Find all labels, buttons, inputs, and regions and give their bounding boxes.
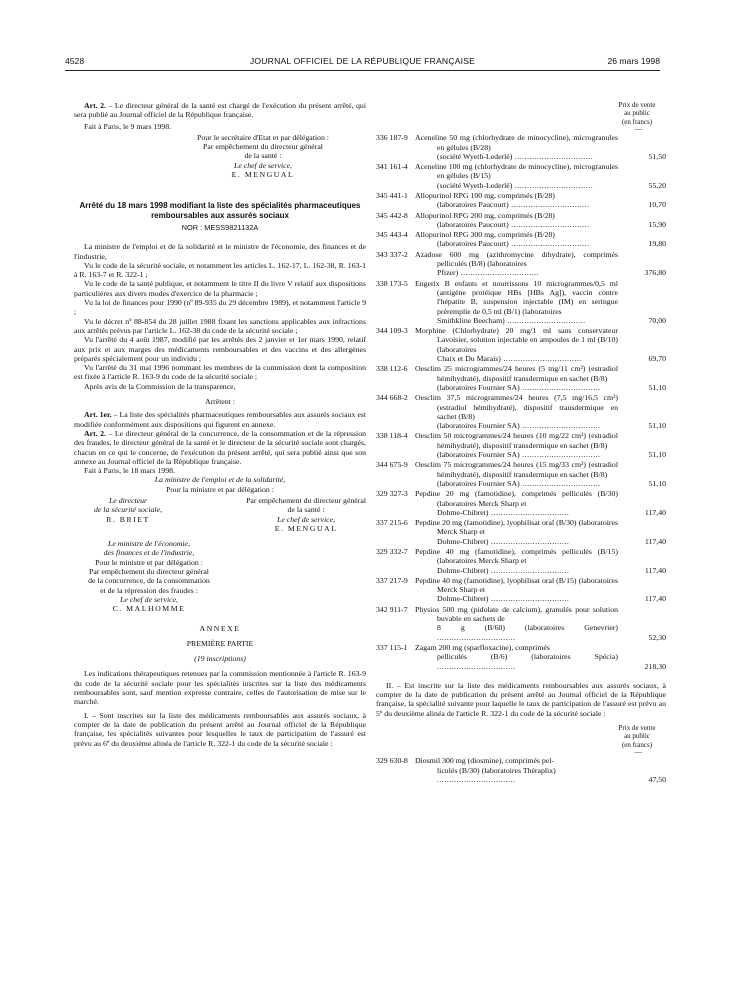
section-ii: II. – Est inscrite sur la liste des médicaments remboursables aux assurés sociaux, à compter de la date de publication du présent arrêté au Journal officiel de la République française, la spécialité suivante pour laquelle le taux de participation de l'assuré est prévu au 5º du deuxième alinéa de l'article R. 322-1 du code de la sécurité sociale : bbox=[376, 680, 666, 718]
medication-entry bbox=[376, 605, 666, 642]
entry-text-line: Oesclim 50 microgrammes/24 heures (10 mg/22 cm²) (estradiol hémihydraté), dispositif transdermique en sachet (B/8) bbox=[415, 431, 618, 450]
medication-entry bbox=[376, 576, 666, 604]
page-header bbox=[65, 56, 660, 68]
inscriptions-count: (19 inscriptions) bbox=[194, 654, 246, 664]
entry-text-line: Morphine (Chlorhydrate) 20 mg/1 ml sans conservateur Lavoisier, solution injectable en ampoules de 1 ml (B/10) (laboratoires bbox=[415, 326, 618, 354]
entry-text-line: Allopurinol RPG 200 mg, comprimés (B/28) bbox=[415, 210, 555, 220]
entry-text-line: (laboratoires Fournier SA) ..... bbox=[415, 421, 618, 430]
entry-text-line: (laboratoires Fournier SA) ..... bbox=[415, 383, 618, 392]
signature-block-2: Le directeur de la sécurité sociale, R. BRIET Par empêchement du directeur général de la santé : Le chef de service, E. MENGUAL bbox=[94, 495, 366, 533]
cip-code: 329 327-3 bbox=[376, 489, 408, 499]
medication-entry bbox=[376, 162, 666, 190]
arretent: Arrêtent : bbox=[204, 397, 236, 407]
section-i: I. – Sont inscrites sur la liste des médicaments remboursables aux assurés sociaux, à compter de la date de publication du présent arrêté au Journal officiel de la République française, les spécialités suivantes pour lesquelles le taux de participation de l'assuré est prévu au 6º du deuxième alinéa de l'article R. 322-1 du code de la sécurité sociale : bbox=[74, 710, 366, 748]
cip-code: 337 217-9 bbox=[376, 575, 408, 585]
medication-entry bbox=[376, 364, 666, 392]
medication-entry bbox=[376, 460, 666, 488]
preamble-2: Vu le code de la sécurité sociale, et notamment les articles L. 162-17, L. 162-38, R. 163-1 à R. 163-7 et R. 322-1 ; bbox=[74, 260, 366, 280]
medication-entry bbox=[376, 547, 666, 575]
price: 117,40 bbox=[644, 536, 666, 546]
medication-entry bbox=[376, 518, 666, 546]
entry-text-line: Dohme-Chibret) ..... bbox=[415, 566, 618, 575]
minister-1-delegation: Pour la ministre et par délégation : bbox=[166, 484, 274, 494]
nor-reference: NOR : MESS9821132A bbox=[181, 222, 259, 232]
cip-code: 337 215-6 bbox=[376, 518, 408, 528]
price: 51,10 bbox=[648, 382, 666, 392]
cip-code: 344 675-9 bbox=[376, 460, 408, 470]
entry-text-line: 8 g (B/60) (laboratoires Genevrier) ..... bbox=[415, 623, 618, 642]
cip-code: 329 630-8 bbox=[376, 756, 408, 766]
price: 70,00 bbox=[648, 315, 666, 325]
cip-code: 336 187-9 bbox=[376, 133, 408, 143]
price: 19,80 bbox=[648, 239, 666, 249]
price: 15,90 bbox=[648, 219, 666, 229]
cip-code: 342 911-7 bbox=[376, 604, 408, 614]
entry-text-line: pelliculés (B/6) (laboratoires Spécia) ..... bbox=[415, 652, 618, 671]
issue-date: 26 mars 1998 bbox=[607, 56, 660, 66]
entry-text-line: Dohme-Chibret) ..... bbox=[415, 537, 618, 546]
journal-title: JOURNAL OFFICIEL DE LA RÉPUBLIQUE FRANÇAISE bbox=[249, 56, 476, 66]
signature-block-3: Le ministre de l'économie, des finances et de l'industrie, Pour le ministre et par délégation : Par empêchement du directeur général de la concurrence, de la consommation et de la répression des fraudes : Le chef de service, C. MALHOMME bbox=[88, 539, 210, 614]
annexe-heading: ANNEXE bbox=[199, 623, 241, 633]
price: 51,50 bbox=[648, 151, 666, 161]
entry-text-line: Zagam 200 mg (sparfloxacine), comprimés bbox=[415, 642, 550, 652]
medication-entry bbox=[376, 431, 666, 459]
entry-text-line: Pepdine 20 mg (famotidine), lyophilisat oral (B/30) (laboratoires Merck Sharp et bbox=[415, 518, 618, 537]
entry-text-line: Oesclim 37,5 microgrammes/24 heures (7,5 mg/16,5 cm²) (estradiol hémihydraté), dispositif transdermique en sachet (B/8) bbox=[415, 393, 618, 421]
medication-entry bbox=[376, 211, 666, 230]
preamble-4: Vu la loi de finances pour 1990 (nº 89-935 du 29 décembre 1989), et notamment l'article 9 ; bbox=[74, 298, 367, 317]
preamble-8: Après avis de la Commission de la transparence, bbox=[84, 381, 236, 391]
entry-text-line: (laboratoires Paucourt) ..... bbox=[415, 239, 618, 248]
medication-entry bbox=[376, 489, 666, 517]
price: 47,50 bbox=[648, 774, 666, 784]
entry-text-line: Azadose 600 mg (azithromycine dihydrate), comprimés pelliculés (B/8) (laboratoires bbox=[415, 249, 618, 269]
entry-text-line: Allopurinol RPG 100 mg, comprimés (B/28) bbox=[415, 191, 555, 200]
entry-text-line: Smithkline Beecham) ..... bbox=[415, 316, 618, 325]
entry-text-line: (laboratoires Fournier SA) ..... bbox=[415, 479, 618, 488]
price: 117,40 bbox=[644, 507, 666, 517]
right-column: Prix de vente au public (en francs) — 336 187-9 Aceneline 50 mg (chlorhydrate de minocycline), microgranules en gélules (B/28) (société Wyeth-Lederlé) ..... 51,50 341 161-4 Aceneline 100 mg (chlorhydrate de minocycline), microgranules en gélules (B/15) (société Wyeth-Lederlé) ..... 55,20 345 441-1 Allopurinol RPG 100 mg, comprimés (B/28) (laboratoires Paucourt) ..... 10,70 345 442-8 Allopurinol RPG 200 mg, comprimés (B/28) (laboratoires Paucourt) ..... 15,90 345 443-4 Allopurinol RPG 300 mg, comprimés (B/28) (laboratoires Paucourt) ..... 19,80 343 337-2 Azadose 600 mg (azithromycine dihydrate), comprimés pelliculés (B/8) (laboratoires Pfizer) ..... 376,80 338 173-5 Engerix B enfants et nourrissons 10 microgrammes/0,5 ml (antigène protéique HBs [HBs Ag]), vaccin contre l'hépatite B, suspension injectable (IM) en seringue préremplie de 0,5 ml (B/1) (laboratoires Smithkline Beecham) ..... 70,00 344 109-3 Morphine (Chlorhydrate) 20 mg/1 ml sans conservateur Lavoisier, solution injectable en ampoules de 1 ml (B/10) (laboratoires Chaix et Du Marais) ..... 69,70 338 112-6 Oesclim 25 microgrammes/24 heures (5 mg/11 cm²) (estradiol hémihydraté), dispositif transdermique en sachet (B/8) (laboratoires Fournier SA) ..... 51,10 344 668-2 Oesclim 37,5 microgrammes/24 heures (7,5 mg/16,5 cm²) (estradiol hémihydraté), dispositif transdermique en sachet (B/8) (laboratoires Fournier SA) ..... 51,10 338 118-4 Oesclim 50 microgrammes/24 heures (10 mg/22 cm²) (estradiol hémihydraté), dispositif transdermique en sachet (B/8) (laboratoires Fournier SA) ..... 51,10 344 675-9 Oesclim 75 microgrammes/24 heures (15 mg/33 cm²) (estradiol hémihydraté), dispositif transdermique en sachet (B/8) (laboratoires Fournier SA) ..... 51,10 329 327-3 Pepdine 20 mg (famotidine), comprimés pelliculés (B/30) (laboratoires Merck Sharp et Dohme-Chibret) ..... 117,40 337 215-6 Pepdine 20 mg (famotidine), lyophilisat oral (B/30) (laboratoires Merck Sharp et Dohme-Chibret) ..... 117,40 329 332-7 Pepdine 40 mg (famotidine), comprimés pelliculés (B/15) (laboratoires Merck Sharp et Dohme-Chibret) ..... 117,40 337 217-9 Pepdine 40 mg (famotidine), lyophilisat oral (B/15) (laboratoires Merck Sharp et Dohme-Chibret) ..... 117,40 342 911-7 Physios 500 mg (pidolate de calcium), granulés pour solution buvable en sachets de 8 g (B/60) (laboratoires Genevrier) ..... 52,30 337 115-1 Zagam 200 mg (sparfloxacine), comprimés pelliculés (B/6) (laboratoires Spécia) ..... 218,30 II. – Est inscrite sur la liste des médicaments remboursables aux assurés sociaux, à compter de la date de publication du présent arrêté au Journal officiel de la République française, la spécialité suivante pour laquelle le taux de participation de l'assuré est prévu au 5º du deuxième alinéa de l'article R. 322-1 du code de la sécurité sociale : Prix de vente au public (en francs) — 329 630-8 Diosmil 300 mg (diosmine), comprimés pel- liculés (B/30) (laboratoires Théraplix) ..... 47,50 bbox=[376, 101, 666, 784]
price: 10,70 bbox=[648, 200, 666, 210]
medication-entry bbox=[376, 250, 666, 278]
entry-text-line: Engerix B enfants et nourrissons 10 microgrammes/0,5 ml (antigène protéique HBs [HBs Ag]), vaccin contre l'hépatite B, suspension injectable (IM) en seringue préremplie de 0,5 ml (B/1) (laboratoires bbox=[415, 278, 618, 316]
header-rule bbox=[65, 70, 660, 71]
entry-text-line: Physios 500 mg (pidolate de calcium), granulés pour solution buvable en sachets de bbox=[415, 604, 618, 624]
minister-1: La ministre de l'emploi et de la solidarité, bbox=[154, 475, 286, 485]
signature-block-1: Pour le secrétaire d'Etat et par délégation : Par empêchement du directeur général de la santé : Le chef de service, E. MENGUAL bbox=[197, 132, 329, 180]
cip-code: 345 442-8 bbox=[376, 210, 408, 220]
medication-entry bbox=[376, 326, 666, 363]
price-header-2: Prix de vente au public (en francs) bbox=[618, 724, 656, 749]
price: 376,80 bbox=[644, 268, 666, 278]
cip-code: 344 668-2 bbox=[376, 393, 408, 403]
price: 55,20 bbox=[648, 180, 666, 190]
price: 52,30 bbox=[648, 632, 666, 642]
entry-text-line: Pfizer) ..... bbox=[415, 268, 618, 277]
preamble-1: La ministre de l'emploi et de la solidarité et le ministre de l'économie, des finances et de l'industrie, bbox=[74, 242, 366, 261]
article-2-end: Art. 2. – Le directeur général de la santé est chargé de l'exécution du présent arrêté, qui sera publié au Journal officiel de la République française. bbox=[74, 101, 366, 120]
entry-text-line: Pepdine 20 mg (famotidine), comprimés pelliculés (B/30) (laboratoires Merck Sharp et bbox=[415, 489, 618, 508]
cip-code: 338 118-4 bbox=[376, 431, 408, 441]
left-column bbox=[74, 101, 366, 748]
preamble-7: Vu l'arrêté du 31 mai 1996 nommant les membres de la commission dont la composition est fixée à l'article R. 163-9 du code de la sécurité sociale ; bbox=[74, 363, 366, 382]
price: 51,10 bbox=[648, 421, 666, 431]
fait-a-paris-1: Fait à Paris, le 9 mars 1998. bbox=[84, 121, 172, 131]
page-number: 4528 bbox=[65, 56, 85, 66]
annex-intro: Les indications thérapeutiques retenues par la commission mentionnée à l'article R. 163-9 du code de la sécurité sociale pour les spécialités inscrites sur la liste des médicaments remboursables sont, sauf mention expresse contraire, celles de l'autorisation de mise sur le marché. bbox=[74, 669, 366, 707]
medication-entry-last: 329 630-8 Diosmil 300 mg (diosmine), comprimés pel- liculés (B/30) (laboratoires Théraplix) ..... 47,50 bbox=[376, 756, 666, 784]
entry-text-line: (laboratoires Paucourt) ..... bbox=[415, 220, 618, 229]
entry-text-line: (société Wyeth-Lederlé) ..... bbox=[415, 152, 618, 161]
cip-code: 343 337-2 bbox=[376, 249, 408, 259]
medication-entry bbox=[376, 191, 666, 210]
price: 117,40 bbox=[644, 565, 666, 575]
medication-entry bbox=[376, 643, 666, 671]
price: 218,30 bbox=[644, 661, 666, 671]
entry-text-line: Aceneline 100 mg (chlorhydrate de minocycline), microgranules en gélules (B/15) bbox=[415, 162, 618, 181]
price-header: Prix de vente au public (en francs) bbox=[618, 101, 656, 126]
entry-text-line: Pepdine 40 mg (famotidine), lyophilisat oral (B/15) (laboratoires Merck Sharp et bbox=[415, 575, 618, 595]
price: 117,40 bbox=[644, 594, 666, 604]
cip-code: 345 443-4 bbox=[376, 230, 408, 240]
cip-code: 338 112-6 bbox=[376, 364, 408, 374]
medication-list bbox=[376, 133, 666, 671]
preamble-6: Vu l'arrêté du 4 août 1987, modifié par les arrêtés des 2 janvier et 1er mars 1990, relatif aux prix et aux marges des médicaments remboursables et des vaccins et des allergènes préparés spécialement pour un individu ; bbox=[74, 335, 366, 363]
premiere-partie: PREMIÈRE PARTIE bbox=[186, 638, 254, 648]
cip-code: 344 109-3 bbox=[376, 326, 408, 336]
entry-text-line: Oesclim 75 microgrammes/24 heures (15 mg/33 cm²) (estradiol hémihydraté), dispositif transdermique en sachet (B/8) bbox=[415, 460, 618, 479]
article-1: Art. 1er. – La liste des spécialités pharmaceutiques remboursables aux assurés sociaux est modifiée conformément aux dispositions qui figurent en annexe. bbox=[74, 410, 366, 429]
article-2: Art. 2. – Le directeur général de la concurrence, de la consommation et de la répression des fraudes, le directeur général de la santé et le directeur de la sécurité sociale sont chargés, chacun en ce qui le concerne, de l'exécution du présent arrêté, qui sera publié ainsi que son annexe au Journal officiel de la République française. bbox=[74, 428, 366, 466]
preamble-3: Vu le code de la santé publique, et notamment le titre II du livre V relatif aux dispositions particulières aux divers modes d'exercice de la pharmacie ; bbox=[74, 279, 366, 298]
fait-a-paris-2: Fait à Paris, le 18 mars 1998. bbox=[84, 466, 175, 476]
medication-entry bbox=[376, 393, 666, 430]
medication-entry bbox=[376, 279, 666, 325]
entry-text-line: Pepdine 40 mg (famotidine), comprimés pelliculés (B/15) (laboratoires Merck Sharp et bbox=[415, 546, 618, 566]
cip-code: 345 441-1 bbox=[376, 191, 408, 200]
entry-text-line: (laboratoires Fournier SA) ..... bbox=[415, 450, 618, 459]
entry-text-line: (laboratoires Paucourt) ..... bbox=[415, 200, 618, 209]
entry-text-line: Dohme-Chibret) ..... bbox=[415, 594, 618, 603]
entry-text-line: Dohme-Chibret) ..... bbox=[415, 508, 618, 517]
price: 69,70 bbox=[648, 354, 666, 364]
cip-code: 338 173-5 bbox=[376, 278, 408, 288]
price: 51,10 bbox=[648, 450, 666, 460]
medication-entry bbox=[376, 230, 666, 249]
entry-text-line: Aceneline 50 mg (chlorhydrate de minocycline), microgranules en gélules (B/28) bbox=[415, 133, 618, 152]
price: 51,10 bbox=[648, 478, 666, 488]
cip-code: 329 332-7 bbox=[376, 546, 408, 556]
medication-entry bbox=[376, 133, 666, 161]
decree-title: Arrêté du 18 mars 1998 modifiant la liste des spécialités pharmaceutiques remboursables aux assurés sociaux bbox=[79, 201, 361, 221]
cip-code: 337 115-1 bbox=[376, 642, 408, 652]
entry-text-line: (société Wyeth-Lederlé) ..... bbox=[415, 181, 618, 190]
preamble-5: Vu le décret nº 88-854 du 28 juillet 1988 fixant les sanctions applicables aux infractions aux arrêtés prévus par l'article L. 162-38 du code de la sécurité sociale ; bbox=[74, 316, 366, 335]
entry-text-line: Allopurinol RPG 300 mg, comprimés (B/28) bbox=[415, 230, 555, 240]
cip-code: 341 161-4 bbox=[376, 162, 408, 172]
entry-text-line: Chaix et Du Marais) ..... bbox=[415, 354, 618, 363]
entry-text-line: Oesclim 25 microgrammes/24 heures (5 mg/11 cm²) (estradiol hémihydraté), dispositif transdermique en sachet (B/8) bbox=[415, 364, 618, 383]
